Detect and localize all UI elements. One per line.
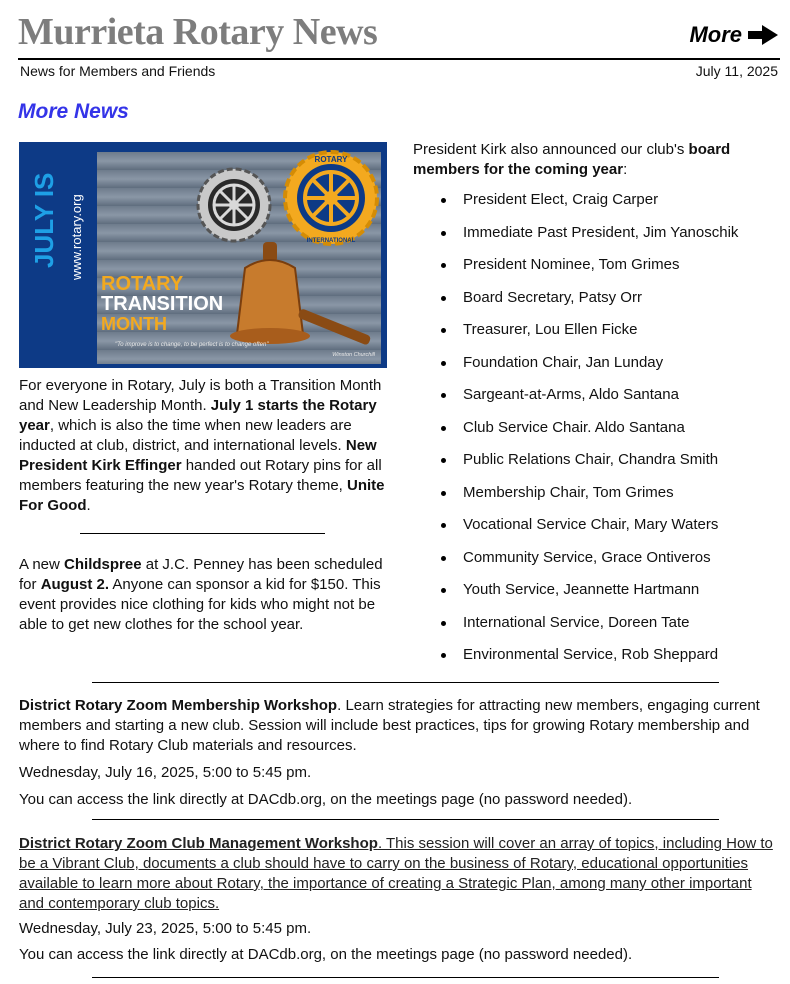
masthead-rule bbox=[18, 58, 780, 60]
club-management-workshop-title: District Rotary Zoom Club Management Workshop bbox=[19, 835, 378, 852]
board-members-list bbox=[413, 188, 738, 676]
list-item: President Elect, Craig Carper bbox=[413, 188, 738, 221]
club-management-workshop-date: Wednesday, July 23, 2025, 5:00 to 5:45 pm. bbox=[19, 920, 312, 937]
list-item: Board Secretary, Patsy Orr bbox=[413, 286, 738, 319]
membership-workshop-link-note: You can access the link directly at DACdb.org, on the meetings page (no password needed). bbox=[19, 791, 633, 808]
section-divider bbox=[92, 682, 719, 683]
list-item: Immediate Past President, Jim Yanoschik bbox=[413, 221, 738, 254]
board-intro: President Kirk also announced our club's board members for the coming year: bbox=[413, 141, 731, 178]
july-article: For everyone in Rotary, July is both a Transition Month and New Leadership Month. July 1 starts the Rotary year, which is also the time when new leaders are inducted at club, district, and international levels. New President Kirk Effinger handed out Rotary pins for all members featuring the new year's Rotary theme, Unite For Good. bbox=[19, 377, 385, 514]
banner-quote-author: Winston Churchill bbox=[332, 352, 375, 358]
transition-month-banner bbox=[19, 142, 387, 368]
banner-caption-month: MONTH bbox=[101, 314, 167, 334]
banner-logo-rotary: ROTARY bbox=[314, 155, 348, 164]
arrow-right-icon bbox=[748, 25, 778, 45]
banner-logo-international: INTERNATIONAL bbox=[306, 238, 356, 244]
section-divider bbox=[92, 819, 719, 820]
more-label: More bbox=[689, 22, 742, 47]
banner-quote: "To improve is to change, to be perfect is to change often" bbox=[115, 342, 269, 348]
list-item: Environmental Service, Rob Sheppard bbox=[413, 643, 738, 676]
newsletter-title: Murrieta Rotary News bbox=[18, 11, 378, 53]
list-item: Community Service, Grace Ontiveros bbox=[413, 546, 738, 579]
list-item: Treasurer, Lou Ellen Ficke bbox=[413, 318, 738, 351]
list-item: Foundation Chair, Jan Lunday bbox=[413, 351, 738, 384]
section-divider bbox=[92, 977, 719, 978]
list-item: Sargeant-at-Arms, Aldo Santana bbox=[413, 383, 738, 416]
club-management-workshop-link-note: You can access the link directly at DACdb.org, on the meetings page (no password needed). bbox=[19, 946, 633, 963]
more-link[interactable] bbox=[689, 22, 778, 48]
membership-workshop: District Rotary Zoom Membership Workshop. Learn strategies for attracting new members, engaging current members and starting a new club. Session will include best practices, tips for growing Rotary membership and where to find Rotary Club materials and resources. bbox=[19, 697, 760, 754]
list-item: President Nominee, Tom Grimes bbox=[413, 253, 738, 286]
membership-workshop-date: Wednesday, July 16, 2025, 5:00 to 5:45 pm. bbox=[19, 764, 312, 781]
list-item: Club Service Chair. Aldo Santana bbox=[413, 416, 738, 449]
banner-caption-rotary: ROTARY bbox=[101, 273, 184, 295]
section-heading: More News bbox=[18, 100, 129, 123]
tagline: News for Members and Friends bbox=[20, 63, 216, 79]
rotary-wheel-silver-icon bbox=[195, 166, 273, 244]
rotary-wheel-gold-icon bbox=[281, 148, 381, 248]
list-item: Membership Chair, Tom Grimes bbox=[413, 481, 738, 514]
banner-vertical-text bbox=[21, 150, 91, 360]
article-divider bbox=[80, 533, 325, 534]
membership-workshop-title: District Rotary Zoom Membership Workshop bbox=[19, 697, 338, 714]
banner-url: www.rotary.org bbox=[69, 194, 84, 280]
list-item: International Service, Doreen Tate bbox=[413, 611, 738, 644]
list-item: Vocational Service Chair, Mary Waters bbox=[413, 513, 738, 546]
banner-caption-transition: TRANSITION bbox=[101, 293, 224, 315]
banner-july-is: JULY IS bbox=[29, 172, 59, 268]
issue-date: July 11, 2025 bbox=[695, 63, 778, 79]
club-management-workshop: District Rotary Zoom Club Management Workshop. This session will cover an array of topics, including How to be a Vibrant Club, documents a club should have to carry on the business of Rotary, educational opportunities available to learn more about Rotary, the importance of creating a Strategic Plan, among many other important and contemporary club topics. bbox=[19, 835, 773, 912]
list-item: Public Relations Chair, Chandra Smith bbox=[413, 448, 738, 481]
childspree-article: A new Childspree at J.C. Penney has been scheduled for August 2. Anyone can sponsor a kid for $150. This event provides nice clothing for kids who might not be able to get new clothes for the school year. bbox=[19, 556, 383, 633]
list-item: Youth Service, Jeannette Hartmann bbox=[413, 578, 738, 611]
